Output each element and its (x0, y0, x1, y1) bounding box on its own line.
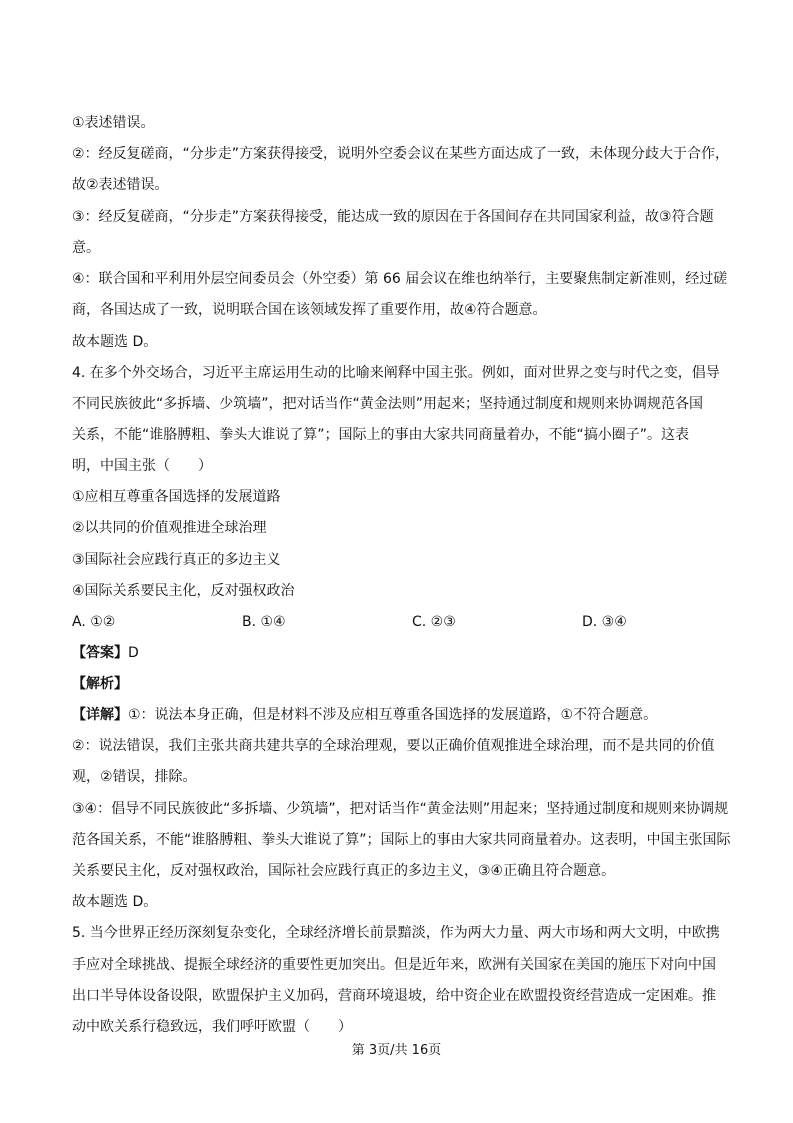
text-line: ③：经反复磋商，“分步走”方案获得接受，能达成一致的原因在于各国间存在共同国家利益，故③符合题 (72, 209, 714, 225)
answer-value: D (128, 645, 139, 661)
text-line: ④：联合国和平利用外层空间委员会（外空委）第 66 届会议在维也纳举行，主要聚焦制定新准则，经过磋 (72, 271, 728, 287)
text-line: ③④：倡导不同民族彼此“多拆墙、少筑墙”，把对话当作“黄金法则”用起来；坚持通过制度和规则来协调规 (72, 801, 729, 817)
question-stem: 明，中国主张（ ） (72, 458, 212, 474)
text-line: 关系要民主化，反对强权政治，国际社会应践行真正的多边主义，③④正确且符合题意。 (72, 863, 616, 879)
question-stem: 关系，不能“谁胳膊粗、拳头大谁说了算”；国际上的事由大家共同商量着办，不能“搞小圈子”。这表 (72, 427, 690, 443)
question-stem: 4. 在多个外交场合，习近平主席运用生动的比喻来阐释中国主张。例如，面对世界之变与时代之变，倡导 (72, 365, 720, 381)
option-d: D. ③④ (582, 614, 627, 630)
question-stem: 手应对全球挑战、提振全球经济的重要性更加突出。但是近年来，欧洲有关国家在美国的施压下对向中国 (72, 957, 716, 973)
question-stem: 动中欧关系行稳致远，我们呼吁欧盟（ ） (72, 1019, 352, 1035)
analysis-tag: 【解析】 (72, 676, 128, 692)
option-b: B. ①④ (242, 614, 286, 630)
text-line: 观，②错误，排除。 (72, 769, 197, 785)
answer-line (72, 643, 139, 663)
choice-statement: ④国际关系要民主化，反对强权政治 (72, 583, 295, 599)
detail-line (72, 705, 657, 725)
option-a: A. ①② (72, 614, 116, 630)
text-line: 故本题选 D。 (72, 894, 158, 910)
text-line: ②：说法错误，我们主张共商共建共享的全球治理观，要以正确价值观推进全球治理，而不是共同的价值 (72, 738, 715, 754)
text-line: 意。 (72, 240, 100, 256)
text-line: ①表述错误。 (72, 115, 155, 131)
detail-tag: 【详解】 (72, 707, 128, 723)
choice-statement: ②以共同的价值观推进全球治理 (72, 520, 267, 536)
text-line: 商，各国达成了一致，说明联合国在该领域发挥了重要作用，故④符合题意。 (72, 302, 547, 318)
text-line: 故②表述错误。 (72, 177, 169, 193)
question-stem: 不同民族彼此“多拆墙、少筑墙”，把对话当作“黄金法则”用起来；坚持通过制度和规则来协调规范各国 (72, 396, 704, 412)
text-line: ②：经反复磋商，“分步走”方案获得接受，说明外空委会议在某些方面达成了一致，未体现分歧大于合作， (72, 146, 730, 162)
choice-statement: ③国际社会应践行真正的多边主义 (72, 552, 281, 568)
choice-statement: ①应相互尊重各国选择的发展道路 (72, 489, 281, 505)
answer-tag: 【答案】 (72, 645, 128, 661)
text-line: 故本题选 D。 (72, 334, 158, 350)
detail-text: ①：说法本身正确，但是材料不涉及应相互尊重各国选择的发展道路，①不符合题意。 (128, 707, 658, 723)
question-stem: 出口半导体设备设限，欧盟保护主义加码，营商环境退坡，给中资企业在欧盟投资经营造成一定困难。推 (72, 988, 716, 1004)
option-c: C. ②③ (412, 614, 456, 630)
question-stem: 5. 当今世界正经历深刻复杂变化，全球经济增长前景黯淡，作为两大力量、两大市场和两大文明，中欧携 (72, 925, 720, 941)
text-line: 范各国关系，不能“谁胳膊粗、拳头大谁说了算”；国际上的事由大家共同商量着办。这表明，中国主张国际 (72, 832, 731, 848)
page-footer: 第 3页/共 16页 (351, 1043, 442, 1058)
